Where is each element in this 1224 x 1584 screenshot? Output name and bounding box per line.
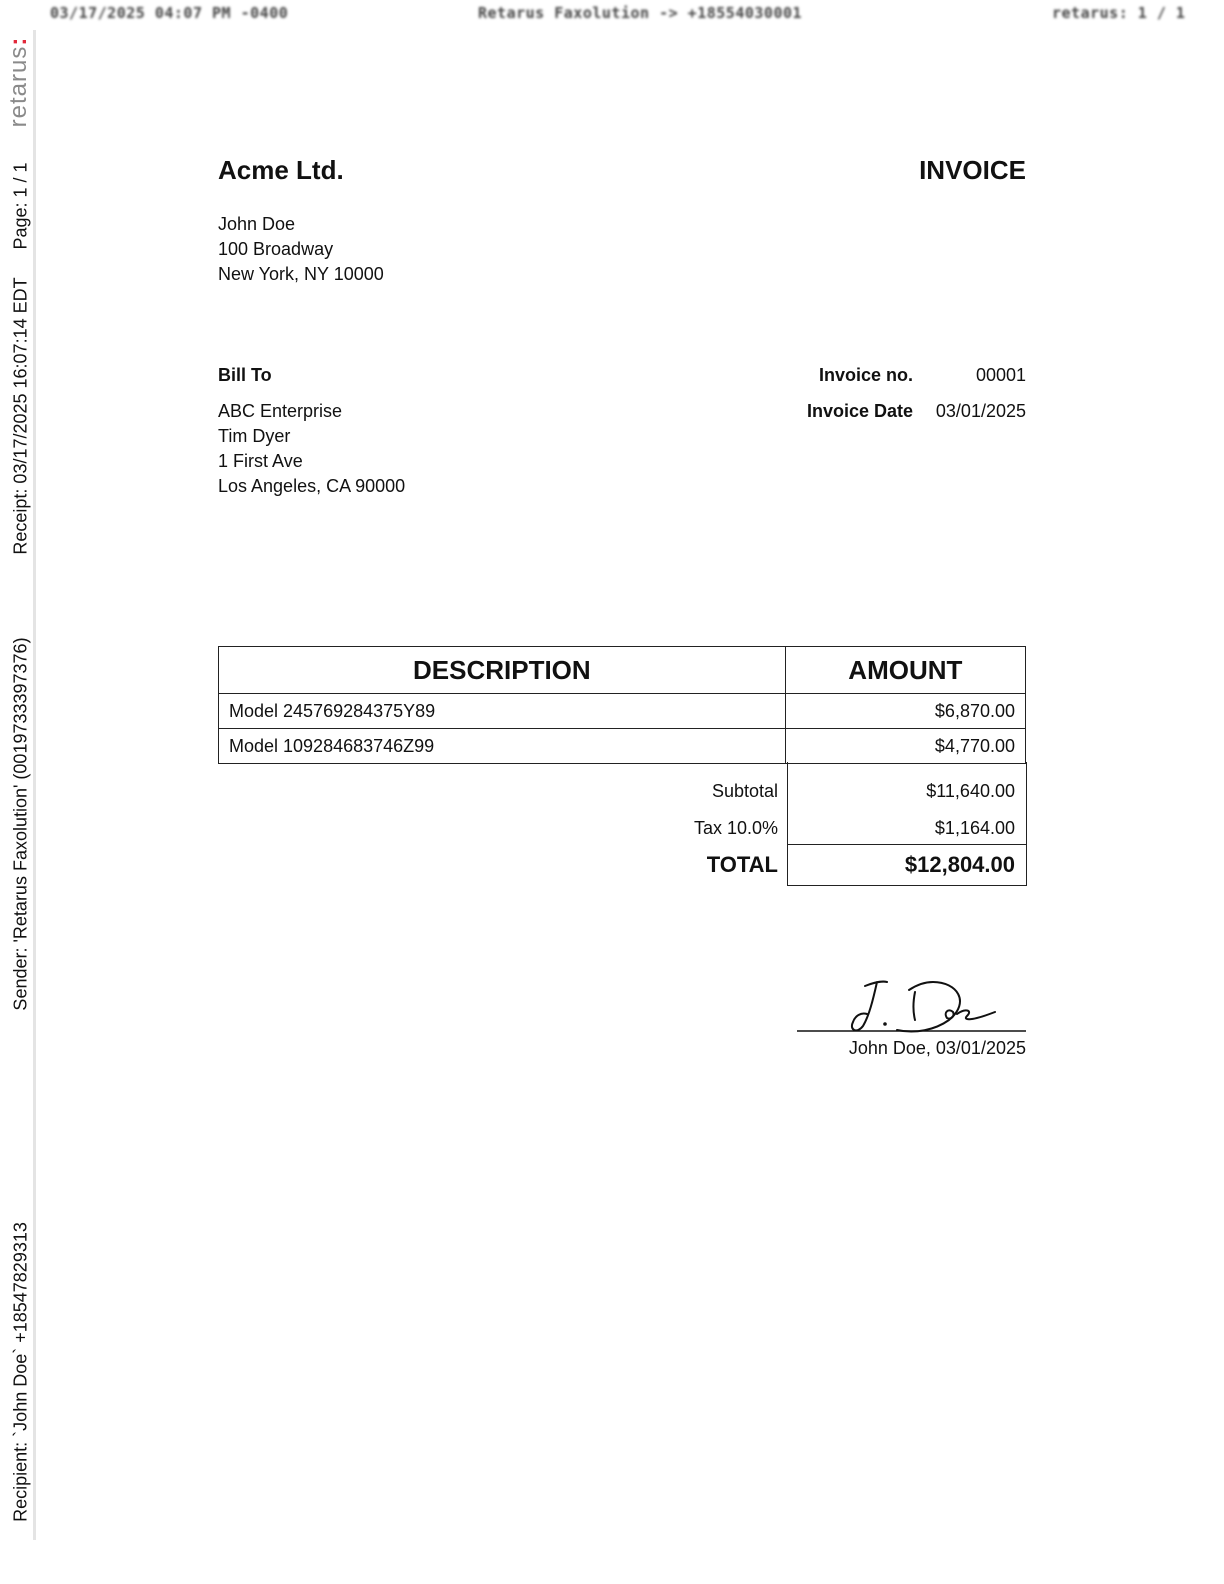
item-description: Model 109284683746Z99 (219, 729, 786, 764)
address-line: Los Angeles, CA 90000 (218, 476, 406, 496)
signature (797, 972, 1026, 1036)
total-label: TOTAL (706, 852, 778, 877)
side-receipt: Receipt: 03/17/2025 16:07:14 EDT (10, 277, 31, 555)
bill-to-address (218, 399, 405, 499)
address-line: John Doe (218, 214, 296, 234)
side-page-count: Page: 1 / 1 (10, 162, 31, 250)
address-line: Tim Dyer (218, 426, 291, 446)
address-line: 1 First Ave (218, 451, 303, 471)
totals-separator (787, 844, 1026, 845)
item-description: Model 245769284375Y89 (219, 694, 786, 729)
side-divider (33, 30, 36, 1540)
table-row (219, 729, 1026, 764)
side-sender: Sender: 'Retarus Faxolution' (0019733397376) (10, 637, 31, 1011)
line-items-table (218, 646, 1026, 764)
fax-header-page: retarus: 1 / 1 (1052, 4, 1186, 22)
signature-caption: John Doe, 03/01/2025 (848, 1038, 1026, 1058)
invoice-no-label: Invoice no. (818, 365, 913, 385)
total-value: $12,804.00 (904, 852, 1015, 877)
table-header-row (219, 647, 1026, 694)
tax-label: Tax 10.0% (693, 818, 778, 838)
invoice-date-value: 03/01/2025 (935, 401, 1026, 421)
item-amount: $6,870.00 (785, 694, 1025, 729)
from-address (218, 212, 384, 287)
fax-header-route: Retarus Faxolution -> +18554030001 (478, 4, 803, 22)
signature-text: J. Doe (797, 972, 800, 973)
subtotal-value: $11,640.00 (926, 781, 1015, 801)
address-line: New York, NY 10000 (218, 264, 384, 284)
amount-header: AMOUNT (785, 647, 1025, 694)
retarus-logo: retarus: (5, 36, 32, 128)
bill-to-heading: Bill To (218, 365, 272, 385)
side-recipient: Recipient: `John Doe` +18547829313 (10, 1222, 31, 1522)
item-amount: $4,770.00 (785, 729, 1025, 764)
invoice-date-label: Invoice Date (806, 401, 913, 421)
subtotal-label: Subtotal (711, 781, 778, 801)
address-line: ABC Enterprise (218, 401, 343, 421)
address-line: 100 Broadway (218, 239, 334, 259)
tax-value: $1,164.00 (934, 818, 1015, 838)
fax-header-timestamp: 03/17/2025 04:07 PM -0400 (50, 4, 289, 22)
document-title: INVOICE (919, 155, 1026, 185)
invoice-no-value: 00001 (975, 365, 1026, 385)
description-header: DESCRIPTION (219, 647, 786, 694)
table-row (219, 694, 1026, 729)
company-name: Acme Ltd. (218, 155, 344, 185)
